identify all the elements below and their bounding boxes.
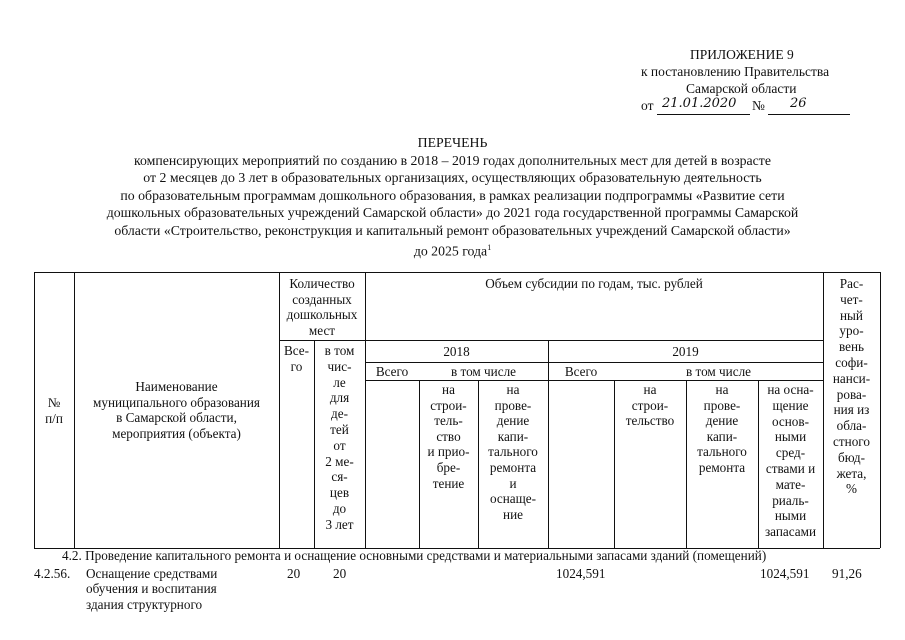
header-2019-equip-line: щение xyxy=(772,397,809,413)
header-subsidy: Объем субсидии по годам, тыс. рублей xyxy=(485,276,703,291)
number-underline xyxy=(768,114,850,115)
appendix-number-handwritten: 26 xyxy=(790,96,807,111)
header-2019-equip-line: ствами и xyxy=(765,460,816,476)
header-rate-line: нанси- xyxy=(832,370,871,386)
header-2018-repair-line: капи- xyxy=(497,428,529,444)
header-rate-line: ния из xyxy=(833,402,870,418)
header-2019-equip xyxy=(758,382,823,540)
appendix-line-2: Самарской области xyxy=(686,81,797,96)
header-2018-repair-line: оснаще- xyxy=(489,491,537,507)
document-title-line-2: от 2 месяцев до 3 лет в образовательных организациях, осуществляющих образовательную деятельность xyxy=(143,170,762,185)
document-title-line-4: дошкольных образовательных учреждений Самарской области» до 2021 года государственной программы Самарской xyxy=(106,205,799,220)
appendix-date-handwritten: 21.01.2020 xyxy=(662,96,737,111)
header-under3-line: де- xyxy=(331,406,348,422)
header-rate-line: жета, xyxy=(836,465,867,481)
document-title-line-5: области «Строительство, реконструкция и капитальный ремонт образовательных учреждений Самарской области» xyxy=(114,223,791,238)
table-line-places xyxy=(279,340,823,341)
header-under3-line: 3 лет xyxy=(325,516,354,532)
header-2019-repair-line: ремонта xyxy=(698,459,746,475)
header-2019-build xyxy=(614,382,686,429)
header-2019-equip-line: ными xyxy=(774,508,807,524)
header-2019-build-line: на xyxy=(643,382,657,397)
header-places-total xyxy=(279,343,314,374)
row-name-line: обучения и воспитания xyxy=(86,581,217,597)
footnote-mark: 1 xyxy=(487,243,492,252)
header-2018-build-line: тель- xyxy=(434,413,463,429)
header-2019-repair-line: тального xyxy=(697,444,747,460)
table-right-border xyxy=(880,272,881,548)
header-2018-repair xyxy=(478,382,548,522)
header-total-2019: Всего xyxy=(564,364,598,379)
header-under3-line: ся- xyxy=(331,469,348,485)
header-2018-repair-line: ремонта xyxy=(489,459,537,475)
header-places-line: мест xyxy=(308,322,336,338)
header-places-under3 xyxy=(314,343,365,533)
row-name-line: здания структурного xyxy=(86,596,203,612)
header-places-line: дошкольных xyxy=(286,307,358,323)
header-name xyxy=(74,379,279,441)
header-num xyxy=(34,395,74,426)
header-under3-line: 2 ме- xyxy=(325,453,354,469)
header-under3-line: от xyxy=(333,437,346,453)
header-2018-build-line: ство xyxy=(436,428,461,444)
header-2018-repair-line: дение xyxy=(496,413,530,429)
header-incl-2018: в том числе xyxy=(450,364,517,379)
row-equip-2019: 1024,591 xyxy=(760,566,810,581)
header-name-line: муниципального образования xyxy=(93,394,260,410)
header-rate xyxy=(823,276,880,497)
row-rate: 91,26 xyxy=(832,566,862,581)
header-rate-line: рова- xyxy=(836,386,867,402)
header-2018-repair-line: прове- xyxy=(494,397,532,413)
header-rate-line: стного xyxy=(833,433,870,449)
header-rate-line: уро- xyxy=(839,323,864,339)
appendix-date-prefix: от xyxy=(641,98,654,113)
header-rate-line: чет- xyxy=(840,291,863,307)
table-top-border xyxy=(34,272,880,273)
header-places xyxy=(279,276,365,338)
appendix-title: ПРИЛОЖЕНИЕ 9 xyxy=(690,47,794,62)
title-last-line: до 2025 года xyxy=(413,243,488,259)
header-2019-equip-line: риаль- xyxy=(772,492,809,508)
header-under3-line: тей xyxy=(330,421,349,437)
header-2019-equip-line: основ- xyxy=(771,413,810,429)
header-under3-line: ле xyxy=(333,374,346,390)
header-2018-build-line: и прио- xyxy=(427,444,470,460)
header-2018-build-line: строи- xyxy=(430,397,467,413)
document-heading: ПЕРЕЧЕНЬ xyxy=(417,135,488,150)
header-under3-line: в том xyxy=(324,343,355,358)
header-under3-line: чис- xyxy=(327,358,352,374)
header-rate-line: вень xyxy=(838,339,865,355)
header-2019-equip-line: на осна- xyxy=(767,382,814,397)
header-under3-line: цев xyxy=(329,485,350,501)
row-total-2019: 1024,591 xyxy=(556,566,606,581)
row-places-total: 20 xyxy=(287,566,301,581)
document-title-line-1: компенсирующих мероприятий по созданию в 2018 – 2019 годах дополнительных мест для детей в возрасте xyxy=(134,153,771,168)
header-2019-repair-line: прове- xyxy=(703,397,741,413)
header-num-line: п/п xyxy=(45,410,63,426)
header-name-line: мероприятия (объекта) xyxy=(112,425,241,441)
header-2019-repair-line: капи- xyxy=(706,428,738,444)
document-title-line-6 xyxy=(40,239,865,260)
table-line-incl xyxy=(365,380,823,381)
header-2019-repair-line: на xyxy=(715,382,729,397)
header-rate-line: софи- xyxy=(835,354,868,370)
header-2019-equip-line: сред- xyxy=(775,445,806,461)
header-under3-line: для xyxy=(329,390,350,406)
header-places-total-line: го xyxy=(290,358,303,374)
header-places-total-line: Все- xyxy=(283,343,310,358)
header-2018-build-line: на xyxy=(442,382,455,397)
appendix-number-prefix: № xyxy=(752,98,765,113)
header-2019-build-line: строи- xyxy=(631,397,669,413)
row-name-line: Оснащение средствами xyxy=(86,566,218,581)
header-2018-repair-line: и xyxy=(509,475,517,491)
header-rate-line: бюд- xyxy=(838,449,865,465)
header-2019-repair xyxy=(686,382,758,476)
document-title-line-3: по образовательным программам дошкольного образования, в рамках реализации подпрограммы «Развитие сети xyxy=(120,188,785,203)
header-2019-repair-line: дение xyxy=(705,413,739,429)
header-2019-equip-line: ными xyxy=(774,429,807,445)
header-incl-2019: в том числе xyxy=(685,364,752,379)
row-places-under3: 20 xyxy=(333,566,347,581)
header-places-line: Количество xyxy=(289,276,355,291)
header-rate-line: ный xyxy=(840,307,863,323)
header-year-2018: 2018 xyxy=(443,344,470,359)
row-num: 4.2.56. xyxy=(34,566,71,581)
header-rate-line: обла- xyxy=(836,418,867,434)
header-rate-line: Рас- xyxy=(839,276,864,291)
header-2018-repair-line: ние xyxy=(503,506,523,522)
row-name xyxy=(86,566,217,612)
header-2018-build-line: тение xyxy=(432,475,465,491)
header-2018-repair-line: на xyxy=(506,382,520,397)
header-2019-build-line: тельство xyxy=(625,413,675,429)
header-num-line: № xyxy=(47,395,61,410)
header-name-line: в Самарской области, xyxy=(116,410,237,426)
header-year-2019: 2019 xyxy=(672,344,699,359)
header-2019-equip-line: запасами xyxy=(764,524,817,540)
header-2018-build xyxy=(419,382,478,491)
header-2018-repair-line: тального xyxy=(488,444,538,460)
appendix-line-1: к постановлению Правительства xyxy=(641,64,830,79)
date-underline xyxy=(657,114,750,115)
col-line-places xyxy=(365,272,366,548)
header-total-2018: Всего xyxy=(375,364,409,379)
header-2019-equip-line: мате- xyxy=(775,476,806,492)
header-name-line: Наименование xyxy=(135,379,218,394)
header-rate-line: % xyxy=(846,481,857,497)
header-2018-build-line: бре- xyxy=(436,459,461,475)
header-places-line: созданных xyxy=(292,291,352,307)
header-under3-line: до xyxy=(332,500,347,516)
table-line-years xyxy=(365,362,823,363)
section-heading: 4.2. Проведение капитального ремонта и оснащение основными средствами и материальными запасами зданий (помещений) xyxy=(62,548,767,563)
